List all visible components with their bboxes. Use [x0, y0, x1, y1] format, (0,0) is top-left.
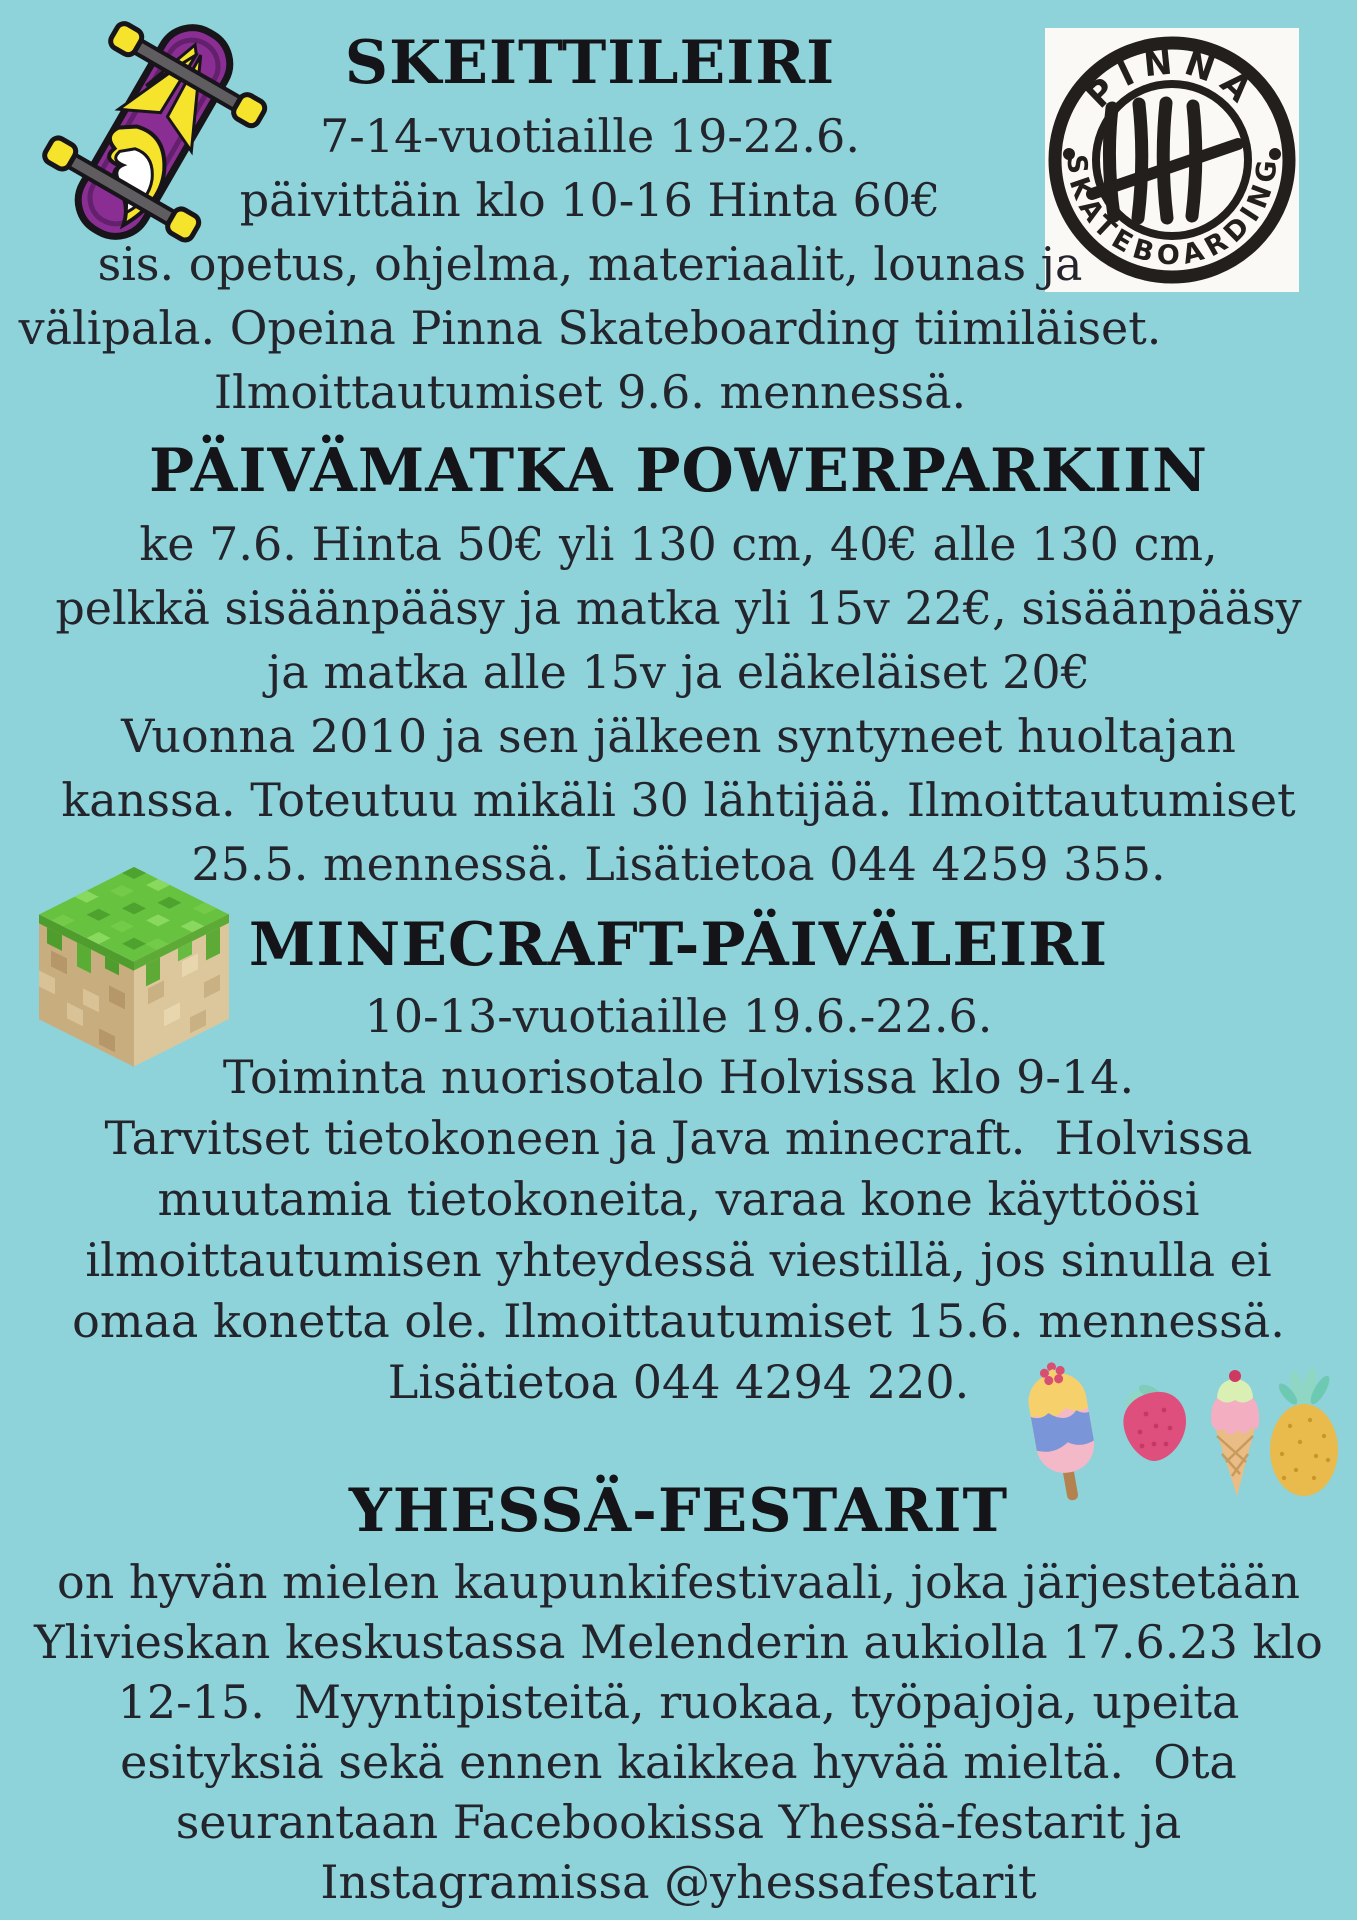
- text-line: ilmoittautumisen yhteydessä viestillä, jos sinulla ei: [85, 1233, 1272, 1287]
- section-yhessa-festarit: [0, 1478, 1357, 1912]
- text-line: Ilmoittautumiset 9.6. mennessä.: [213, 365, 967, 419]
- section-title: PÄIVÄMATKA POWERPARKIIN: [149, 436, 1208, 506]
- text-line: omaa konetta ole. Ilmoittautumiset 15.6. mennessä.: [72, 1294, 1285, 1348]
- text-line: muutamia tietokoneita, varaa kone käyttöösi: [157, 1172, 1200, 1226]
- section-skeittileiri: [0, 30, 1180, 424]
- logo-arc-top-text: PINNA: [1078, 41, 1266, 117]
- text-line: 10-13-vuotiaille 19.6.-22.6.: [364, 989, 993, 1043]
- section-powerpark: [0, 438, 1357, 896]
- text-line: Tarvitset tietokoneen ja Java minecraft. Holvissa: [104, 1111, 1253, 1165]
- section-title: MINECRAFT-PÄIVÄLEIRI: [248, 910, 1109, 980]
- text-line: 7-14-vuotiaille 19-22.6.: [320, 109, 860, 163]
- section-body: [0, 104, 1180, 424]
- pineapple-icon: [1270, 1366, 1338, 1496]
- logo-arc-bottom-text: SKATEBOARDING: [1060, 153, 1284, 272]
- text-line: 12-15. Myyntipisteitä, ruokaa, työpajoja, upeita: [117, 1675, 1240, 1729]
- text-line: päivittäin klo 10-16 Hinta 60€: [239, 173, 941, 227]
- text-line: kanssa. Toteutuu mikäli 30 lähtijää. Ilmoittautumiset: [61, 773, 1296, 827]
- text-line: on hyvän mielen kaupunkifestivaali, joka järjestetään: [56, 1555, 1301, 1609]
- text-line: sis. opetus, ohjelma, materiaalit, lounas ja: [97, 237, 1083, 291]
- strawberry-icon: [1122, 1382, 1186, 1461]
- section-title: SKEITTILEIRI: [344, 28, 836, 98]
- text-line: Ylivieskan keskustassa Melenderin aukiolla 17.6.23 klo: [34, 1615, 1323, 1669]
- text-line: ke 7.6. Hinta 50€ yli 130 cm, 40€ alle 130 cm,: [139, 517, 1218, 571]
- text-line: esityksiä sekä ennen kaikkea hyvää mieltä. Ota: [120, 1735, 1237, 1789]
- text-line: ja matka alle 15v ja eläkeläiset 20€: [267, 645, 1090, 699]
- text-line: välipala. Opeina Pinna Skateboarding tiimiläiset.: [18, 301, 1162, 355]
- text-line: seurantaan Facebookissa Yhessä-festarit ja: [175, 1795, 1182, 1849]
- text-line: pelkkä sisäänpääsy ja matka yli 15v 22€, sisäänpääsy: [55, 581, 1302, 635]
- section-body: [0, 986, 1357, 1413]
- text-line: Vuonna 2010 ja sen jälkeen syntyneet huoltajan: [121, 709, 1236, 763]
- text-line: Toiminta nuorisotalo Holvissa klo 9-14.: [222, 1050, 1135, 1104]
- section-body: [0, 1552, 1357, 1912]
- text-line: 25.5. mennessä. Lisätietoa 044 4259 355.: [191, 837, 1166, 891]
- text-line: Instagramissa @yhessafestarit: [320, 1855, 1037, 1909]
- section-minecraft: [0, 912, 1357, 1413]
- text-line: Lisätietoa 044 4294 220.: [387, 1355, 970, 1409]
- section-body: [0, 512, 1357, 896]
- section-title: YHESSÄ-FESTARIT: [348, 1476, 1009, 1546]
